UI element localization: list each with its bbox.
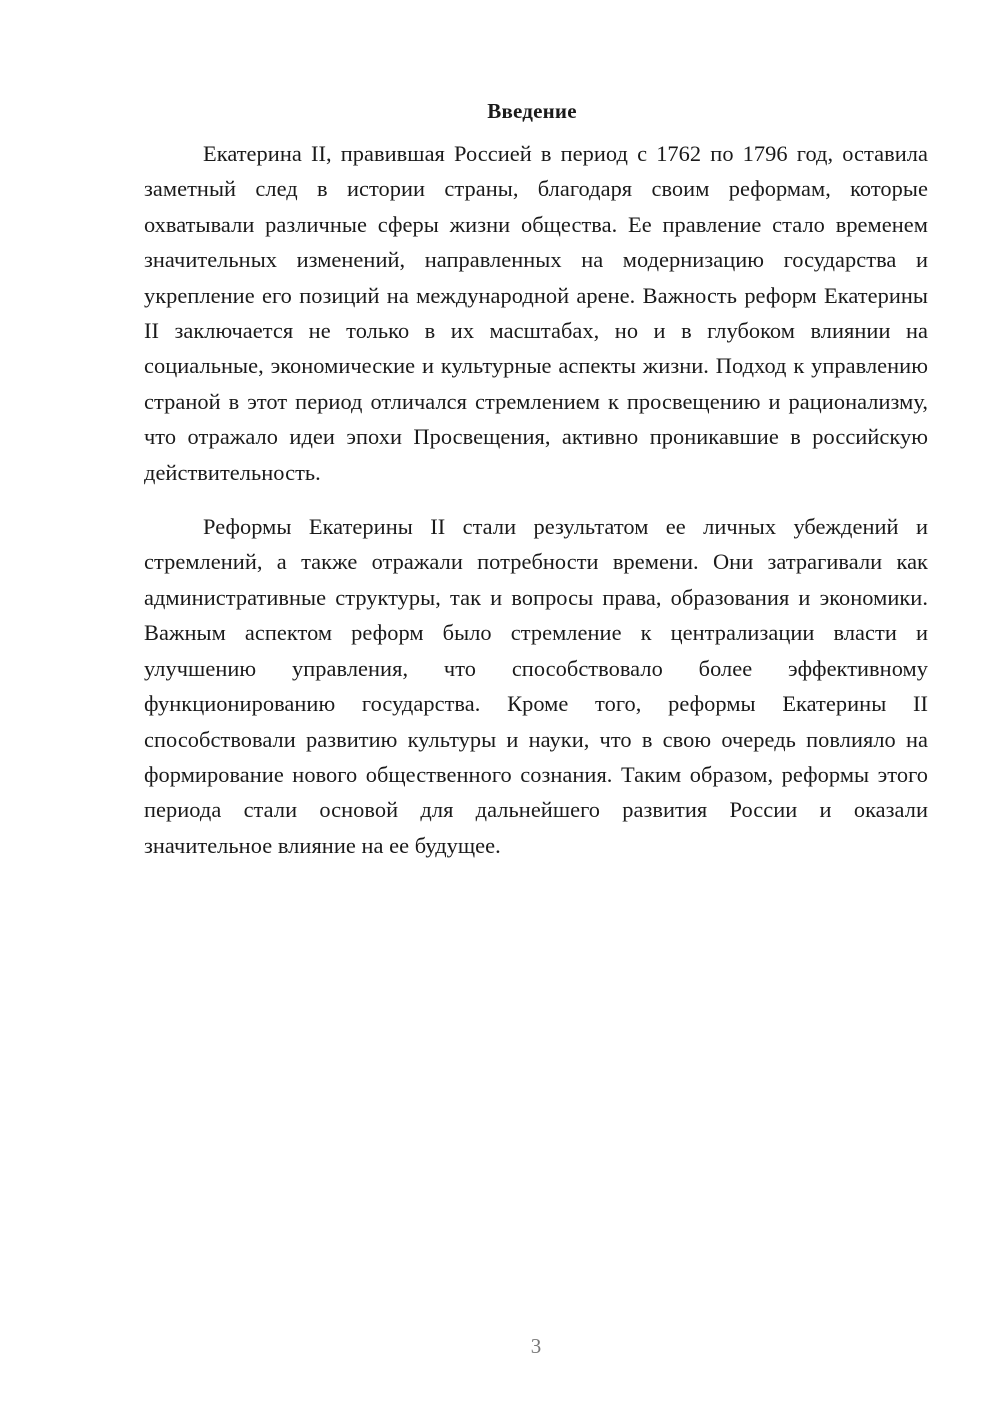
page-number: 3 xyxy=(530,1334,542,1358)
section-heading: Введение xyxy=(487,99,577,123)
paragraph-reforms: Реформы Екатерины II стали результатом ее личных убеждений и стремлений, а также отражали потребности времени. Они затрагивали как административные структуры, так и вопросы права, образования и экономики. Важным аспектом реформ было стремление к централизации власти и улучшению управления, что способствовало более эффективному функционированию государства. Кроме того, реформы Екатерины II способствовали развитию культуры и науки, что в свою очередь повлияло на формирование нового общественного сознания. Таким образом, реформы этого периода стали основой для дальнейшего развития России и оказали значительное влияние на ее будущее. xyxy=(144,514,928,858)
paragraph-intro: Екатерина II, правившая Россией в период с 1762 по 1796 год, оставила заметный след в истории страны, благодаря своим реформам, которые охватывали различные сферы жизни общества. Ее правление стало временем значительных изменений, направленных на модернизацию государства и укрепление его позиций на международной арене. Важность реформ Екатерины II заключается не только в их масштабах, но и в глубоком влиянии на социальные, экономические и культурные аспекты жизни. Подход к управлению страной в этот период отличался стремлением к просвещению и рационализму, что отражало идеи эпохи Просвещения, активно проникавшие в российскую действительность. xyxy=(144,141,928,485)
page-content xyxy=(144,96,928,863)
